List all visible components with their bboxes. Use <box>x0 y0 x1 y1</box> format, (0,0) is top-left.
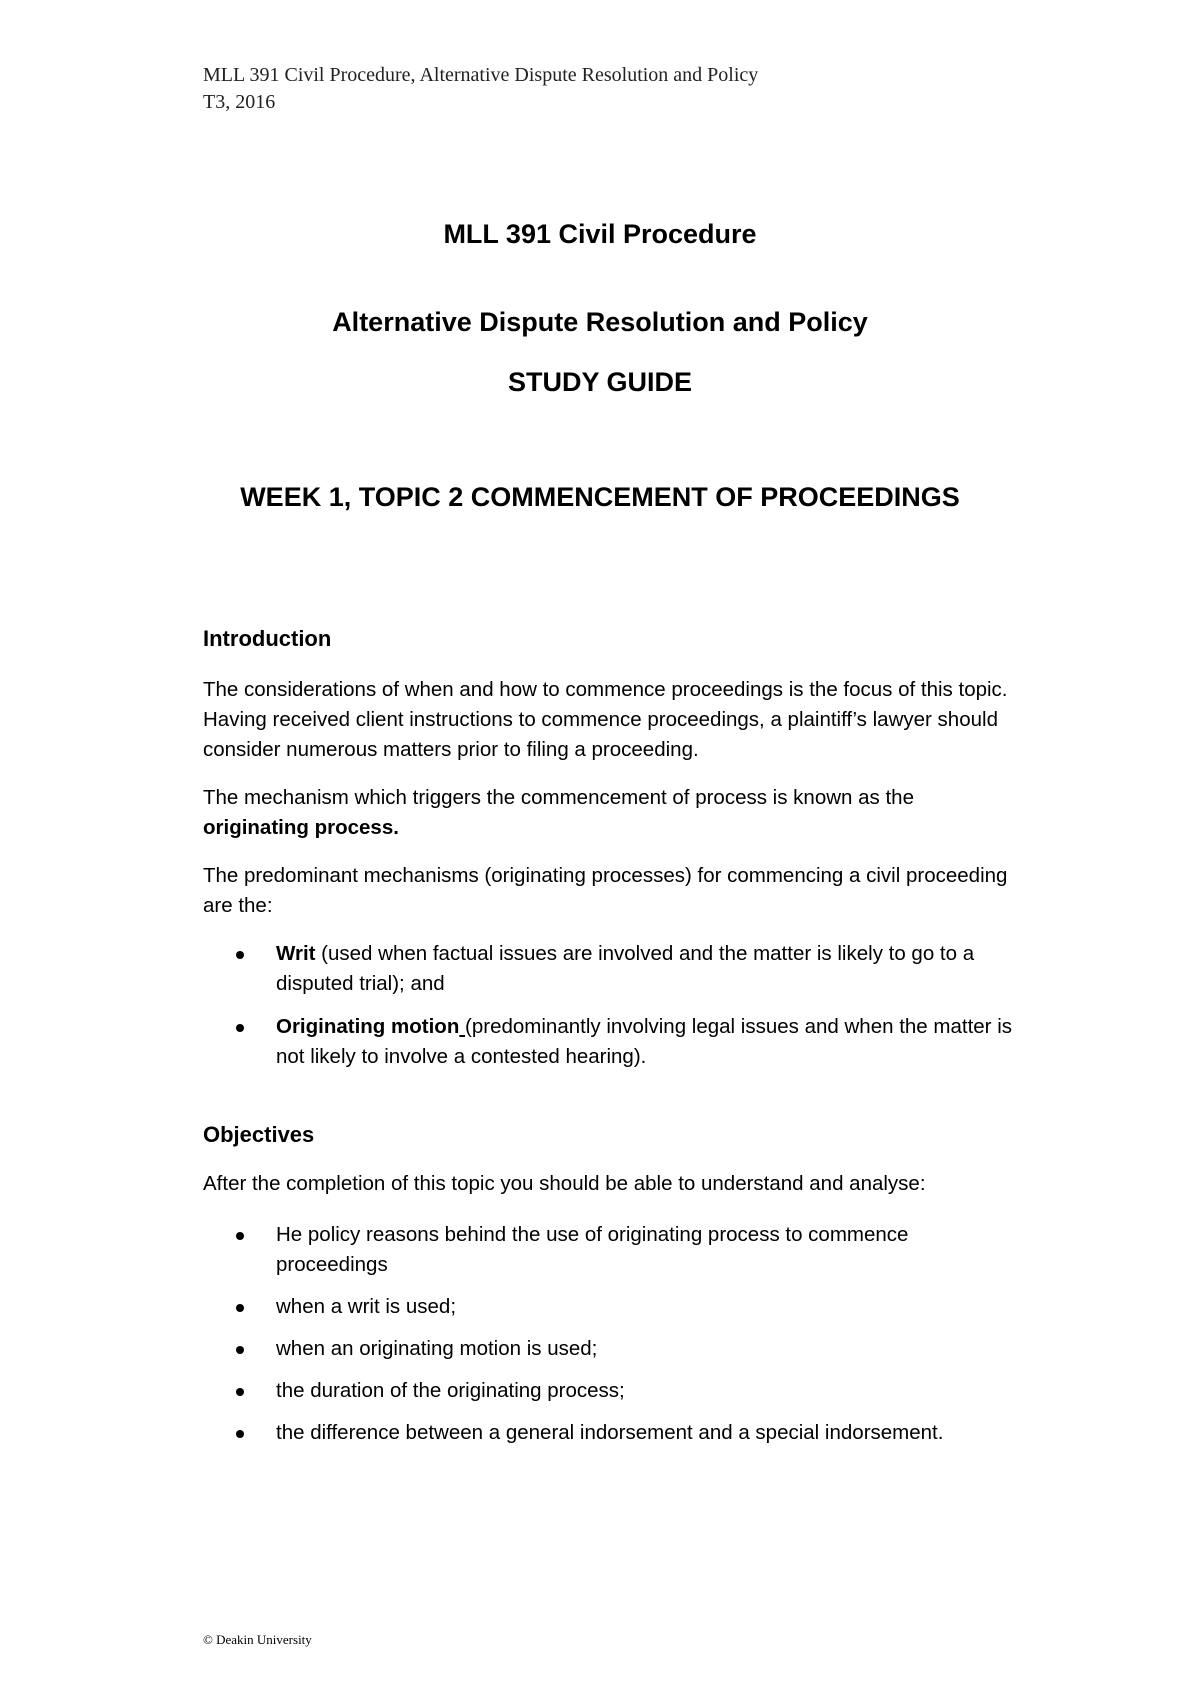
mechanism-text: The mechanism which triggers the commencement of process is known as the <box>203 786 914 809</box>
list-item-text: (predominantly involving legal issues and when the matter is not likely to involve a contested hearing). <box>276 1015 1013 1068</box>
study-guide-title: STUDY GUIDE <box>507 367 693 397</box>
mechanism-paragraph <box>203 783 1023 843</box>
bullet-icon <box>236 951 244 959</box>
objectives-intro <box>203 1169 1023 1199</box>
list-item-term: Originating motion <box>276 1015 460 1038</box>
footer-copyright: © Deakin University <box>203 1632 312 1647</box>
predominant-mechanisms-text: The predominant mechanisms (originating processes) for commencing a civil proceeding are the: <box>203 864 1008 917</box>
running-header <box>203 62 758 116</box>
bullet-icon <box>236 1430 244 1438</box>
bullet-icon <box>236 1232 244 1240</box>
objectives-intro-text: After the completion of this topic you should be able to understand and analyse: <box>203 1172 926 1195</box>
originating-process-list <box>203 939 1023 1085</box>
topic-title: WEEK 1, TOPIC 2 COMMENCEMENT OF PROCEEDINGS <box>240 482 960 512</box>
list-item-text: when an originating motion is used; <box>276 1337 598 1360</box>
running-header-term: T3, 2016 <box>203 91 276 113</box>
list-item <box>203 1334 1023 1364</box>
list-item-term: Writ <box>276 942 316 965</box>
introduction-paragraph <box>203 675 1023 765</box>
originating-process-term: originating process. <box>203 816 399 839</box>
objectives-heading: Objectives <box>203 1122 315 1147</box>
list-item <box>203 1012 1023 1072</box>
running-header-course: MLL 391 Civil Procedure, Alternative Dispute Resolution and Policy <box>203 64 759 86</box>
course-title: MLL 391 Civil Procedure <box>443 219 757 249</box>
list-item-text: the duration of the originating process; <box>276 1379 625 1402</box>
list-item-text: when a writ is used; <box>276 1295 457 1318</box>
predominant-mechanisms-paragraph <box>203 861 1023 921</box>
list-item-text: the difference between a general indorsement and a special indorsement. <box>276 1421 944 1444</box>
bullet-icon <box>236 1346 244 1354</box>
list-item <box>203 1220 1023 1280</box>
list-item-text: He policy reasons behind the use of originating process to commence proceedings <box>276 1223 909 1276</box>
bullet-icon <box>236 1024 244 1032</box>
list-item <box>203 1418 1023 1448</box>
list-item-text: (used when factual issues are involved and the matter is likely to go to a disputed trial); and <box>276 942 975 995</box>
objectives-list <box>203 1220 1023 1460</box>
introduction-heading: Introduction <box>203 626 332 651</box>
introduction-paragraph-text: The considerations of when and how to commence proceedings is the focus of this topic. Having received client instructions to commence proceedings, a plaintiff’s lawyer should consider numerous matters prior to filing a proceeding. <box>203 678 1008 761</box>
list-item <box>203 1292 1023 1322</box>
bullet-icon <box>236 1388 244 1396</box>
list-item <box>203 939 1023 999</box>
list-item <box>203 1376 1023 1406</box>
bullet-icon <box>236 1304 244 1312</box>
course-subtitle: Alternative Dispute Resolution and Policy <box>332 307 868 337</box>
